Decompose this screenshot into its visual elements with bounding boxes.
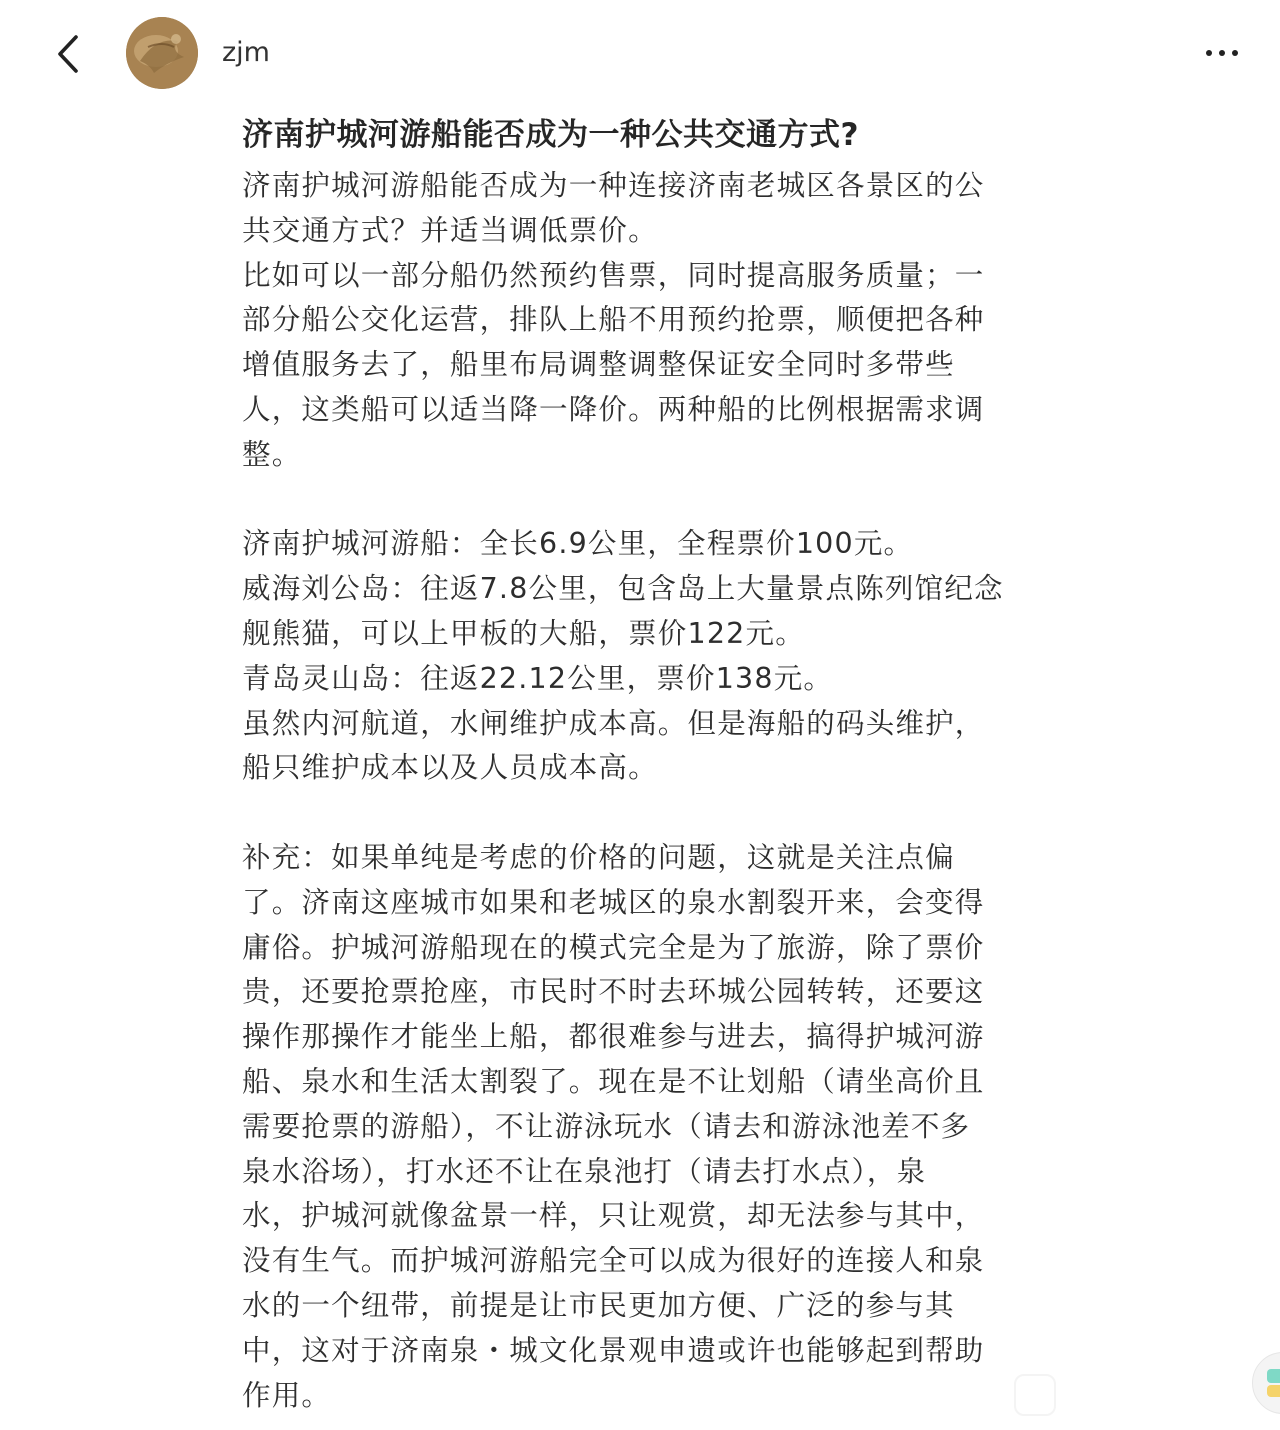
post-body [242,110,1028,1418]
avatar[interactable] [126,17,198,89]
text-line: 青岛灵山岛：往返22.12公里，票价138元。 [242,661,834,695]
avatar-image [126,17,198,89]
more-horizontal-icon-dot [1232,50,1238,56]
text-line: 船、泉水和生活太割裂了。现在是不让划船（请坐高价且 [242,1064,985,1098]
text-line: 没有生气。而护城河游船完全可以成为很好的连接人和泉 [242,1244,985,1278]
post-title: 济南护城河游船能否成为一种公共交通方式? [242,117,859,153]
text-line: 舰熊猫，可以上甲板的大船，票价122元。 [242,616,805,650]
paragraph-spacer [242,478,1028,523]
watermark-icon [1014,1374,1056,1416]
text-line: 济南护城河游船能否成为一种连接济南老城区各景区的公 [242,169,985,202]
paragraph-spacer [242,791,1028,836]
text-line: 济南护城河游船：全长6.9公里，全程票价100元。 [242,527,914,561]
text-line: 了。济南这座城市如果和老城区的泉水割裂开来，会变得 [242,885,985,919]
floating-app-icon[interactable] [1252,1352,1280,1414]
floating-icon-part [1267,1385,1280,1397]
text-line: 操作那操作才能坐上船，都很难参与进去，搞得护城河游 [242,1020,985,1054]
text-line: 庸俗。护城河游船现在的模式完全是为了旅游，除了票价 [242,930,985,964]
back-button[interactable] [46,30,90,78]
top-bar [0,0,1280,108]
text-line: 虽然内河航道，水闸维护成本高。但是海船的码头维护， [242,706,985,740]
chevron-left-icon [54,34,82,74]
floating-icon-part [1267,1369,1280,1383]
more-options-button[interactable] [1196,36,1248,70]
post-paragraph-1 [242,164,1028,478]
text-line: 威海刘公岛：往返7.8公里，包含岛上大量景点陈列馆纪念 [242,572,1004,606]
text-line: 中，这对于济南泉・城文化景观申遗或许也能够起到帮助 [242,1333,985,1367]
text-line: 部分船公交化运营，排队上船不用预约抢票，顺便把各种 [242,303,985,337]
text-line: 水的一个纽带，前提是让市民更加方便、广泛的参与其 [242,1288,955,1322]
more-horizontal-icon [1206,50,1212,56]
text-line: 共交通方式？并适当调低票价。 [242,213,658,247]
text-line: 人，这类船可以适当降一降价。两种船的比例根据需求调 [242,392,985,426]
username[interactable]: zjm [222,37,270,68]
text-line: 泉水浴场），打水还不让在泉池打（请去打水点），泉 [242,1154,927,1188]
text-line: 补充：如果单纯是考虑的价格的问题，这就是关注点偏 [242,840,955,874]
text-line: 需要抢票的游船），不让游泳玩水（请去和游泳池差不多 [242,1109,971,1143]
text-line: 增值服务去了，船里布局调整调整保证安全同时多带些 [242,348,955,382]
text-line: 贵，还要抢票抢座，市民时不时去环城公园转转，还要这 [242,975,985,1009]
post-paragraph-3 [242,836,1028,1418]
text-line: 整。 [242,437,302,471]
text-line: 船只维护成本以及人员成本高。 [242,751,658,785]
text-line: 比如可以一部分船仍然预约售票，同时提高服务质量；一 [242,258,985,292]
text-line: 作用。 [242,1378,332,1412]
text-line: 水，护城河就像盆景一样，只让观赏，却无法参与其中， [242,1199,985,1233]
post-paragraph-2 [242,522,1028,791]
more-horizontal-icon-dot [1219,50,1225,56]
